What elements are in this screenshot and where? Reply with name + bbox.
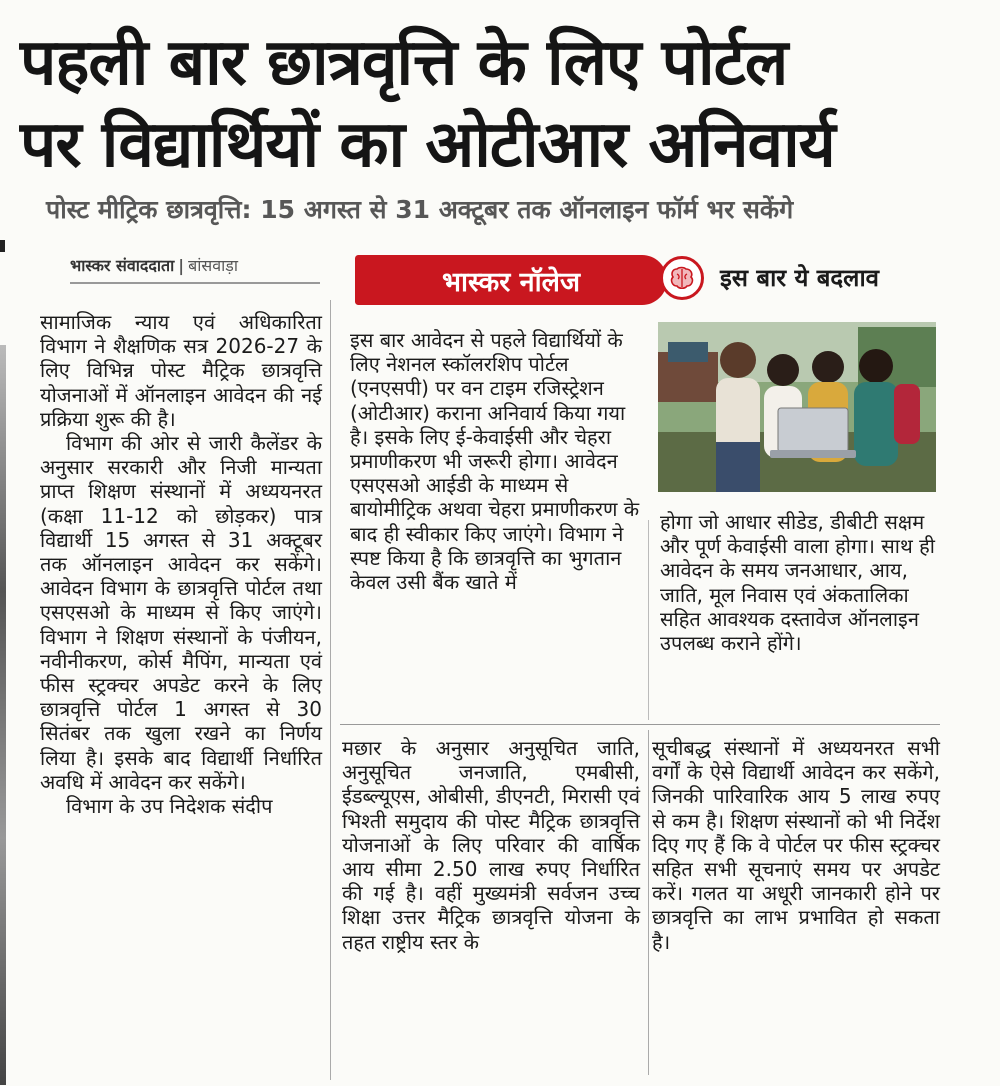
brain-icon [660, 256, 704, 300]
knowledge-note: इस बार ये बदलाव [720, 264, 880, 292]
adjacent-photo-edge [0, 345, 6, 1085]
headline-line-1: पहली बार छात्रवृत्ति के लिए पोर्टल [20, 26, 788, 100]
paragraph: विभाग की ओर से जारी कैलेंडर के अनुसार सरकारी और निजी मान्यता प्राप्त शिक्षण संस्थानों में अध्ययनरत (कक्षा 11-12 को छोड़कर) पात्र विद्यार्थी 15 अगस्त से 31 अक्टूबर तक ऑनलाइन आवेदन कर सकेंगे। आवेदन विभाग के छात्रवृत्ति पोर्टल तथा एसएसओ के माध्यम से किए जाएंगे। विभाग ने शिक्षण संस्थानों के पंजीयन, नवीनीकरण, कोर्स मैपिंग, मान्यता एवं फीस स्ट्रक्चर अपडेट करने के लिए छात्रवृत्ति पोर्टल 1 अगस्त से 30 सितंबर तक खुला रखने का निर्णय लिया है। इसके बाद विद्यार्थी निर्धारित अवधि में आवेदन कर सकेंगे। [40, 431, 322, 794]
article-column-3 [652, 736, 940, 954]
paragraph: इस बार आवेदन से पहले विद्यार्थियों के लिए नेशनल स्कॉलरशिप पोर्टल (एनएसपी) पर वन टाइम रजिस्ट्रेशन (ओटीआर) कराना अनिवार्य किया गया है। इसके लिए ई-केवाईसी और चेहरा प्रमाणीकरण भी जरूरी होगा। आवेदन एसएसओ आईडी के माध्यम से बायोमीट्रिक अथवा चेहरा प्रमाणीकरण के बाद ही स्वीकार किए जाएंगे। विभाग ने स्पष्ट किया है कि छात्रवृत्ति का भुगतान केवल उसी बैंक खाते में [350, 328, 640, 595]
subheadline: पोस्ट मीट्रिक छात्रवृत्ति: 15 अगस्त से 31 अक्टूबर तक ऑनलाइन फॉर्म भर सकेंगे [46, 195, 794, 224]
column-divider [648, 730, 649, 1075]
knowledge-column-2 [660, 510, 940, 655]
section-divider [340, 724, 940, 725]
article-column-2 [342, 736, 640, 954]
byline-separator: | [178, 256, 185, 275]
edge-mark [0, 240, 5, 252]
students-photo [658, 322, 936, 492]
column-divider [330, 300, 331, 1080]
reporter-name: भास्कर संवाददाता [70, 256, 175, 275]
paragraph: सामाजिक न्याय एवं अधिकारिता विभाग ने शैक्षणिक सत्र 2026-27 के लिए विभिन्न पोस्ट मैट्रिक छात्रवृत्ति योजनाओं में ऑनलाइन आवेदन की नई प्रक्रिया शुरू की है। [40, 310, 322, 431]
column-divider [648, 520, 649, 720]
headline-line-2: पर विद्यार्थियों का ओटीआर अनिवार्य [20, 108, 835, 182]
knowledge-column-1 [350, 328, 640, 594]
dateline-place: बांसवाड़ा [188, 256, 238, 275]
paragraph: विभाग के उप निदेशक संदीप [66, 794, 273, 819]
headline [20, 22, 980, 186]
knowledge-badge: भास्कर नॉलेज [355, 255, 667, 305]
paragraph: मछार के अनुसार अनुसूचित जाति, अनुसूचित जनजाति, एमबीसी, ईडब्ल्यूएस, ओबीसी, डीएनटी, मिरासी एवं भिश्ती समुदाय की पोस्ट मैट्रिक छात्रवृत्ति योजनाओं के लिए परिवार की वार्षिक आय सीमा 2.50 लाख रुपए निर्धारित की गई है। वहीं मुख्यमंत्री सर्वजन उच्च शिक्षा उत्तर मैट्रिक छात्रवृत्ति योजना के तहत राष्ट्रीय स्तर के [342, 736, 640, 954]
byline [70, 250, 320, 284]
article-column-1 [40, 310, 322, 818]
paragraph: सूचीबद्ध संस्थानों में अध्ययनरत सभी वर्गों के ऐसे विद्यार्थी आवेदन कर सकेंगे, जिनकी पारिवारिक आय 5 लाख रुपए से कम है। शिक्षण संस्थानों को भी निर्देश दिए गए हैं कि वे पोर्टल पर फीस स्ट्रक्चर सहित सभी सूचनाएं समय पर अपडेट करें। गलत या अधूरी जानकारी होने पर छात्रवृत्ति का लाभ प्रभावित हो सकता है। [652, 736, 940, 954]
students-laptop-illustration [658, 322, 936, 492]
paragraph: होगा जो आधार सीडेड, डीबीटी सक्षम और पूर्ण केवाईसी वाला होगा। साथ ही आवेदन के समय जनआधार, आय, जाति, मूल निवास एवं अंकतालिका सहित आवश्यक दस्तावेज ऑनलाइन उपलब्ध कराने होंगे। [660, 510, 935, 656]
